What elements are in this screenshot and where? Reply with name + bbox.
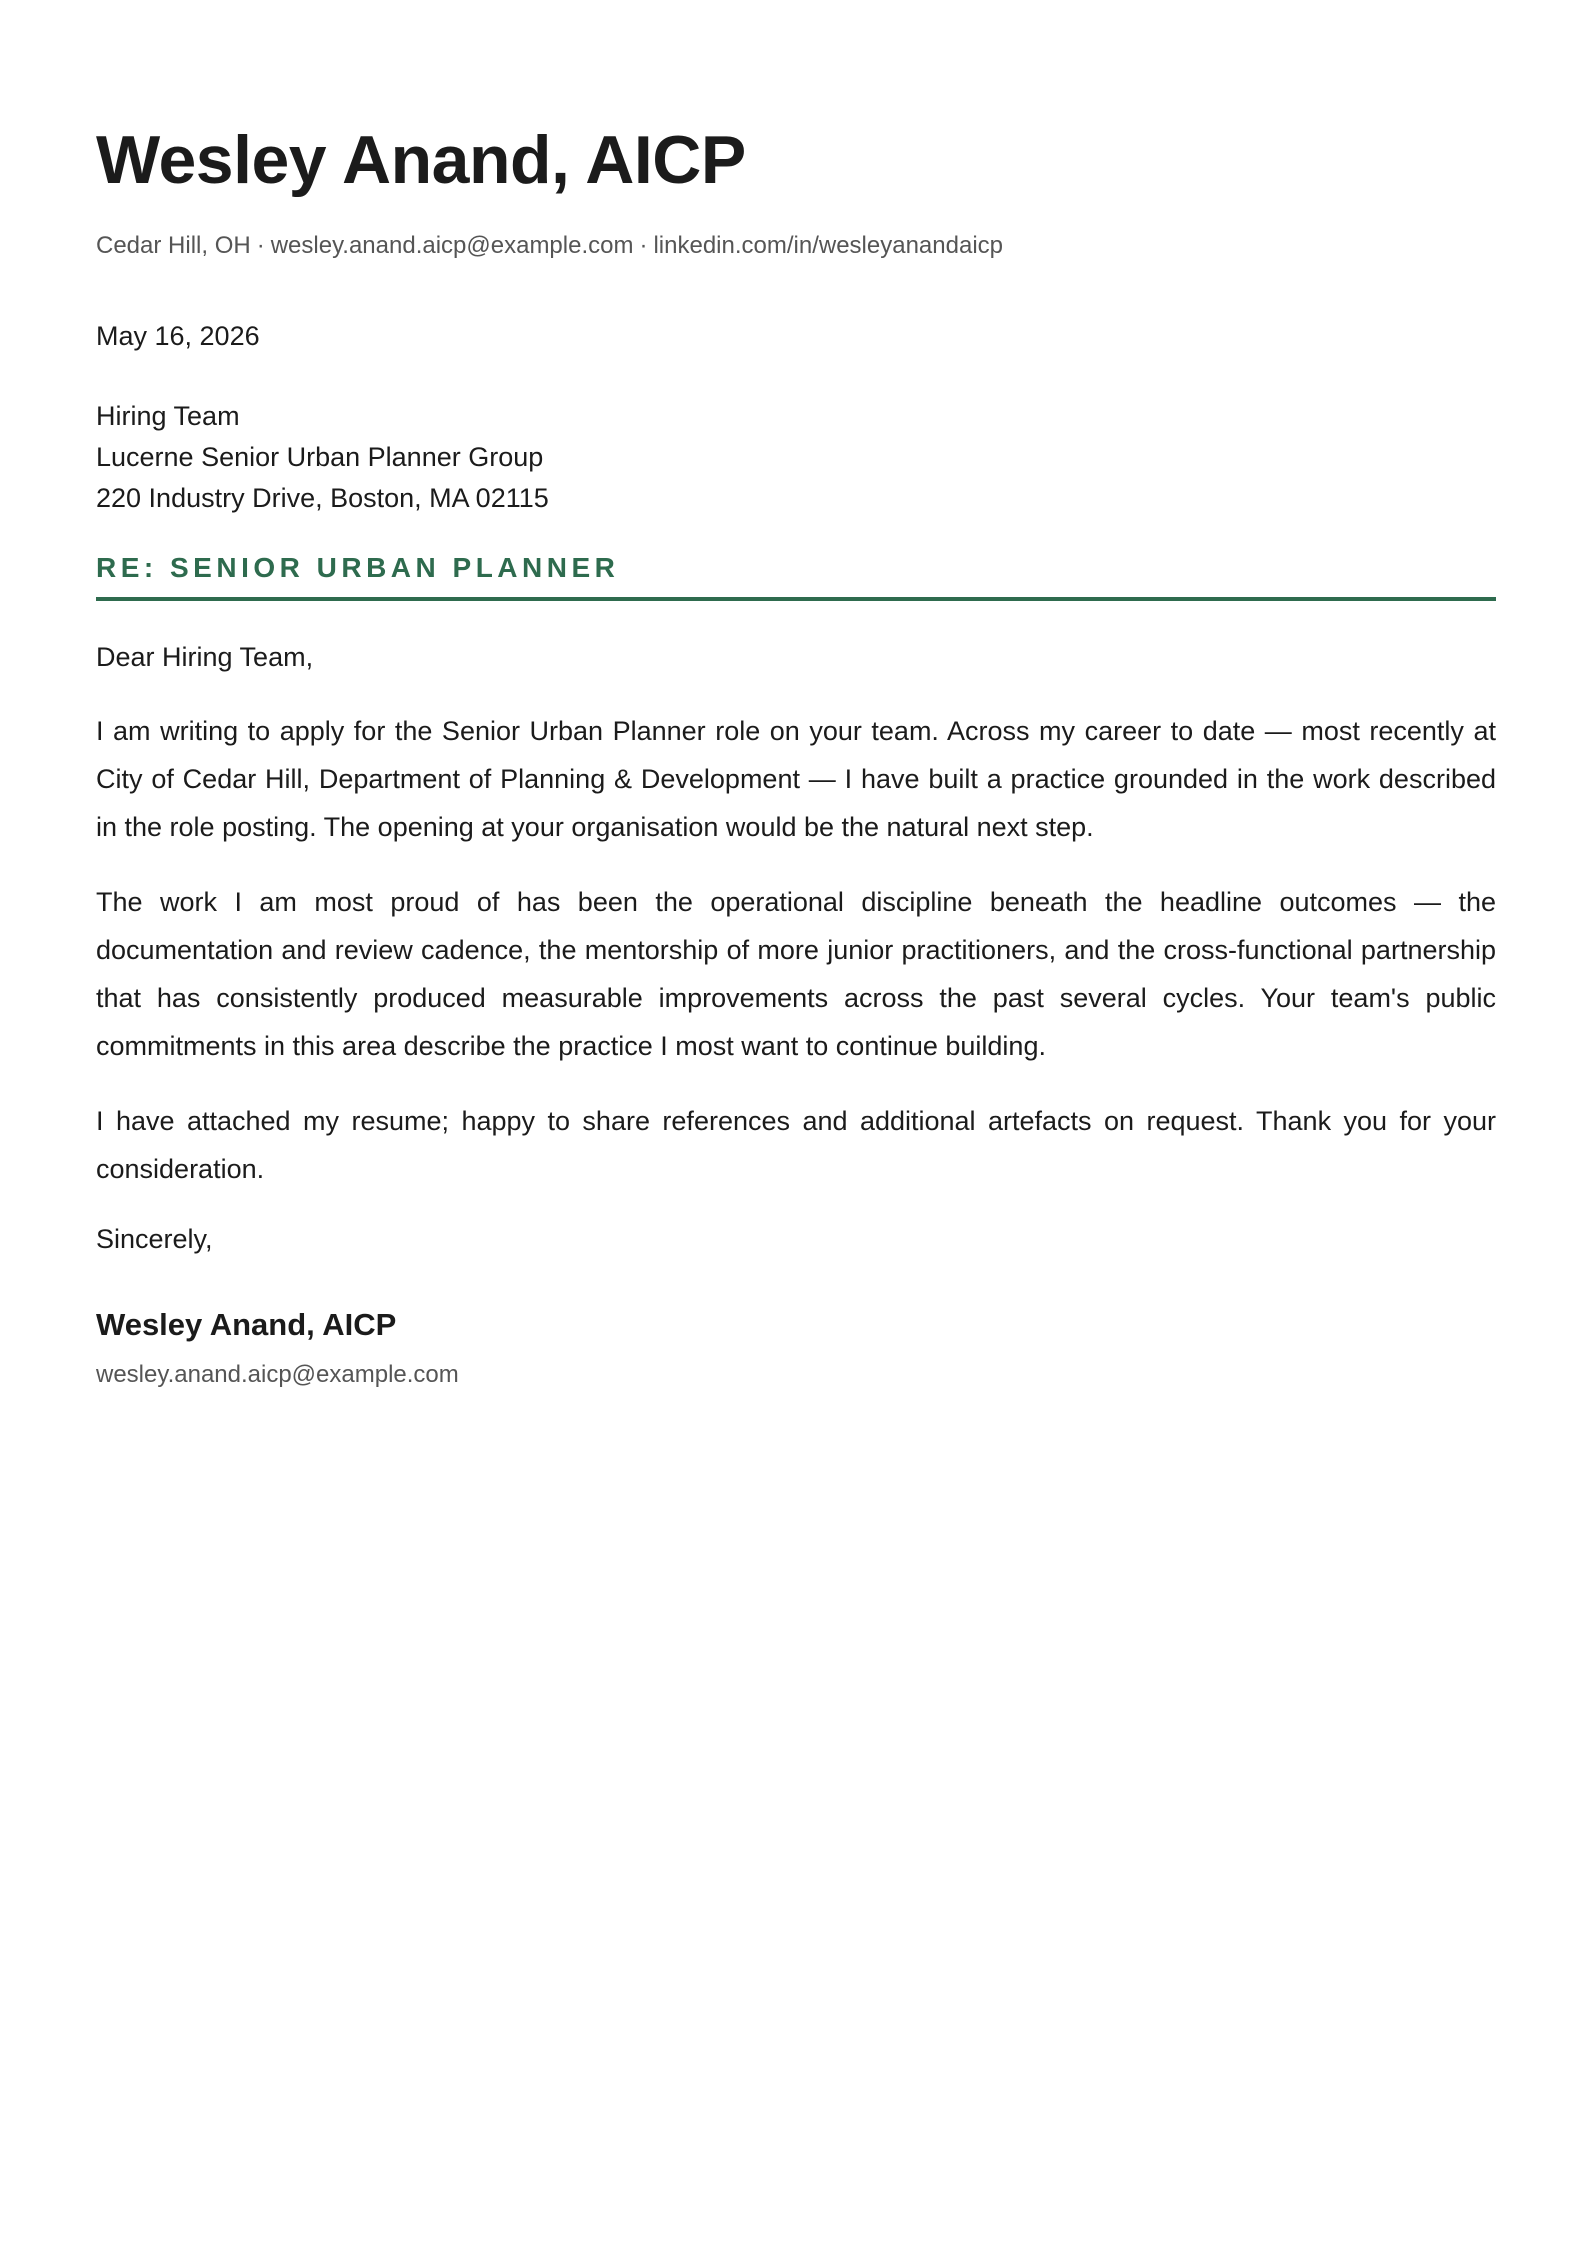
body-paragraph: The work I am most proud of has been the operational discipline beneath the headline outcomes — the documentation and review cadence, the mentorship of more junior practitioners, and the cross-functional partnership that has consistently produced measurable improvements across the past several cycles. Your team's public commitments in this area describe the practice I most want to continue building. <box>96 887 1496 1061</box>
recipient-line: 220 Industry Drive, Boston, MA 02115 <box>96 483 549 513</box>
applicant-name: Wesley Anand, AICP <box>96 122 746 198</box>
letter-date: May 16, 2026 <box>96 321 260 351</box>
signature-name: Wesley Anand, AICP <box>96 1307 397 1342</box>
contact-separator: · <box>256 232 265 259</box>
body-paragraph: I am writing to apply for the Senior Urban Planner role on your team. Across my career to date — most recently at City of Cedar Hill, Department of Planning & Development — I have built a practice grounded in the work described in the role posting. The opening at your organisation would be the natural next step. <box>96 716 1496 842</box>
contact-linkedin: linkedin.com/in/wesleyanandaicp <box>653 232 1004 259</box>
salutation: Dear Hiring Team, <box>96 642 314 672</box>
contact-line <box>96 230 1492 262</box>
recipient-line: Lucerne Senior Urban Planner Group <box>96 442 544 472</box>
recipient-block <box>96 396 1492 519</box>
recipient-line: Hiring Team <box>96 401 240 431</box>
contact-separator: · <box>639 232 648 259</box>
contact-email: wesley.anand.aicp@example.com <box>270 232 634 259</box>
contact-location: Cedar Hill, OH <box>96 232 251 259</box>
subject-heading: RE: SENIOR URBAN PLANNER <box>96 549 1496 601</box>
body-paragraph: I have attached my resume; happy to share references and additional artefacts on request. Thank you for your consideration. <box>96 1106 1496 1184</box>
signature-email: wesley.anand.aicp@example.com <box>96 1361 459 1388</box>
closing: Sincerely, <box>96 1224 213 1254</box>
